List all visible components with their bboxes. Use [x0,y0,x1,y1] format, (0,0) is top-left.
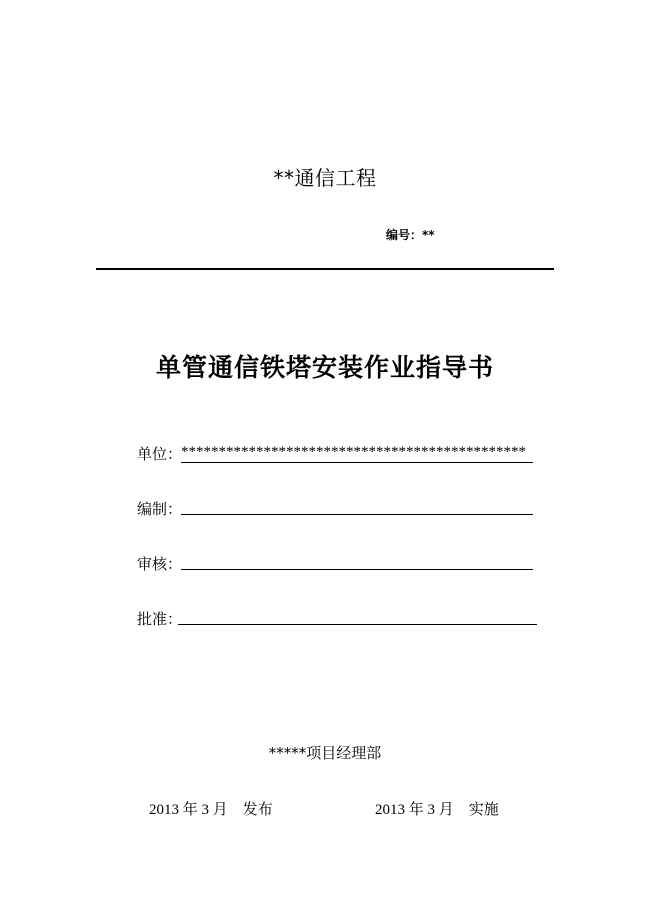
compile-label: 编制： [137,500,183,518]
compile-blank-line [181,494,533,515]
company-name: **通信工程 [273,166,377,190]
document-number: 编号：** [386,228,435,242]
document-title: 单管通信铁塔安装作业指导书 [155,353,494,382]
implement-date: 2013 年 3 月 实施 [375,802,499,818]
unit-label: 单位： [137,445,183,463]
department-name: *****项目经理部 [268,744,382,762]
approve-blank-line [178,604,537,625]
review-label: 审核： [137,555,183,573]
unit-value: ********************************************** [181,442,533,463]
header-divider [96,268,554,270]
approve-label: 批准： [137,610,183,628]
review-blank-line [181,549,533,570]
publish-date: 2013 年 3 月 发布 [149,802,273,818]
